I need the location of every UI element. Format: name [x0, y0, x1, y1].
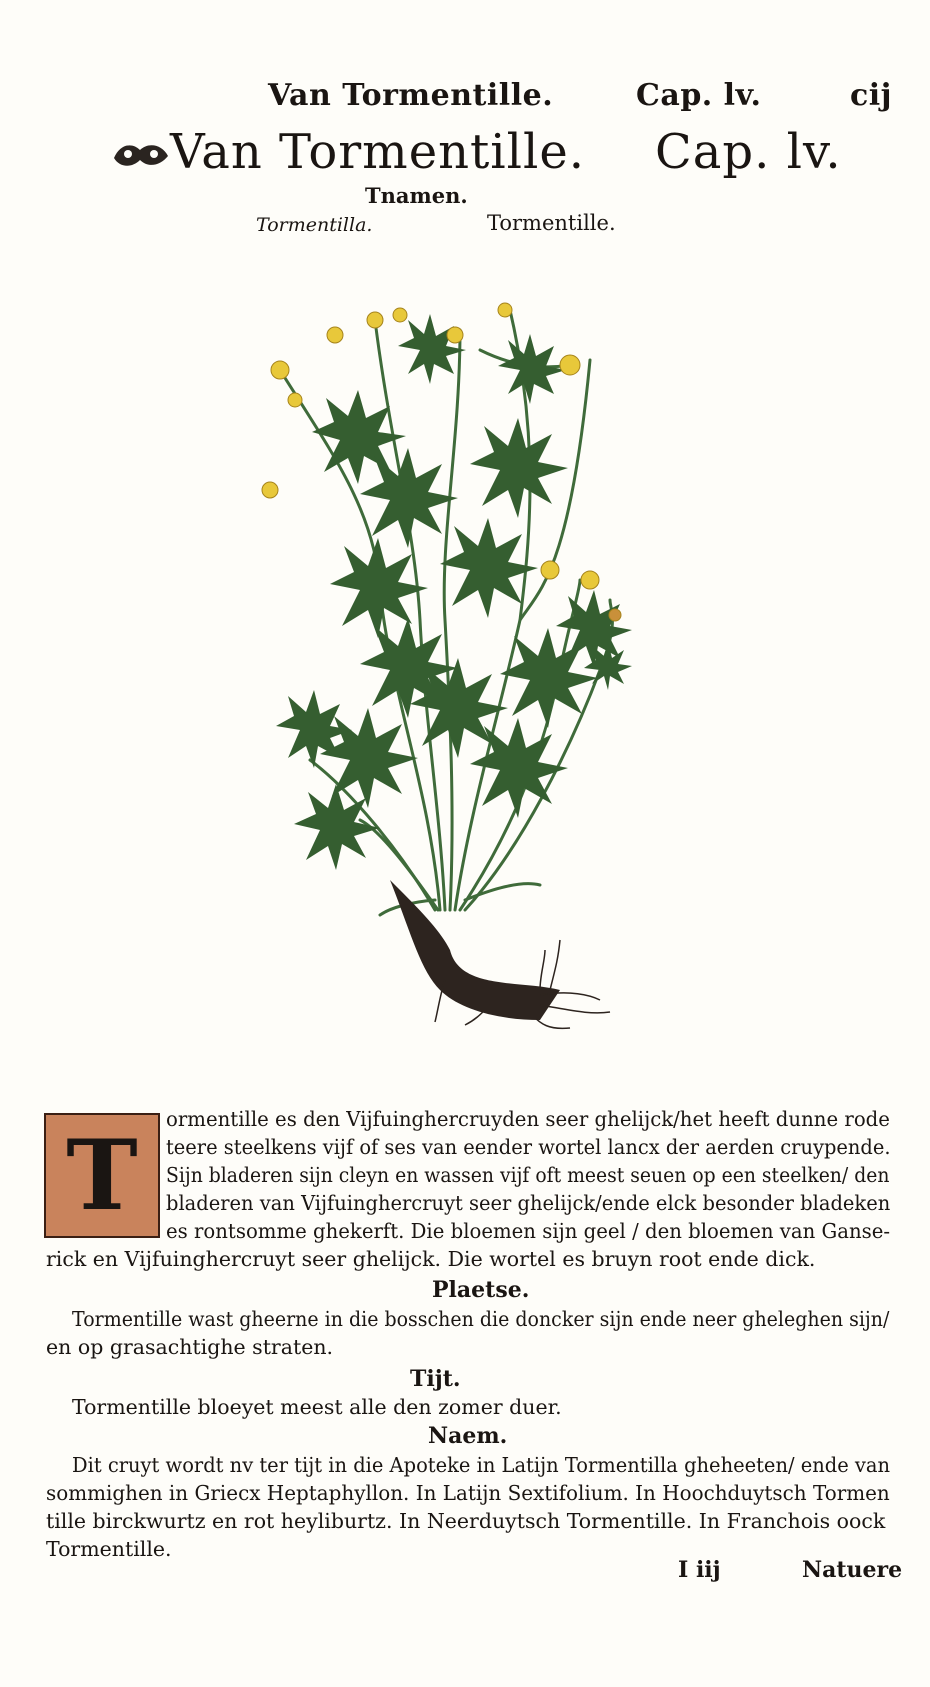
- decorated-initial: [44, 1113, 160, 1238]
- body-line: Sijn bladeren sijn cleyn en wassen vijf oft meest seuen op een steelken/ den: [166, 1163, 890, 1187]
- tormentil-plant-illustration: [240, 290, 680, 1030]
- tijt-line: Tormentille bloeyet meest alle den zomer duer.: [72, 1395, 562, 1419]
- naem-line: Dit cruyt wordt nv ter tijt in die Apoteke in Latijn Tormentilla gheheeten/ ende van: [72, 1453, 891, 1477]
- initial-letter: T: [66, 1119, 138, 1232]
- body-line: ormentille es den Vijfuinghercruyden seer ghelijck/het heeft dunne rode: [166, 1107, 890, 1131]
- naem-line: tille birckwurtz en rot heyliburtz. In Neerduytsch Tormentille. In Franchois oock: [46, 1509, 886, 1533]
- naem-line: sommighen in Griecx Heptaphyllon. In Latijn Sextifolium. In Hoochduytsch Tormen: [46, 1481, 890, 1505]
- plaetse-line: en op grasachtighe straten.: [46, 1335, 334, 1359]
- fleuron-ornament-icon: [110, 136, 172, 174]
- running-head-chapter: Cap. lv.: [636, 78, 762, 113]
- section-heading-naem: Naem.: [428, 1423, 508, 1449]
- section-heading-tijt: Tijt.: [410, 1366, 461, 1392]
- catchword: Natuere: [802, 1557, 903, 1583]
- dutch-name: Tormentille.: [487, 211, 616, 235]
- chapter-number: Cap. lv.: [655, 124, 842, 180]
- section-heading-plaetse: Plaetse.: [432, 1277, 530, 1303]
- running-head-title: Van Tormentille.: [268, 78, 554, 113]
- body-line: rick en Vijfuinghercruyt seer ghelijck. Die wortel es bruyn root ende dick.: [46, 1247, 816, 1271]
- body-line: bladeren van Vijfuinghercruyt seer ghelijck/ende elck besonder bladeken: [166, 1191, 891, 1215]
- body-line: es rontsomme ghekerft. Die bloemen sijn geel / den bloemen van Ganse-: [166, 1219, 891, 1243]
- plaetse-line: Tormentille wast gheerne in die bosschen die doncker sijn ende neer gheleghen sijn/: [72, 1307, 890, 1331]
- latin-name: Tormentilla.: [256, 214, 373, 236]
- folio-number: cij: [850, 78, 893, 113]
- body-line: teere steelkens vijf of ses van eender wortel lancx der aerden cruypende.: [166, 1135, 891, 1159]
- naem-line: Tormentille.: [46, 1537, 172, 1561]
- names-heading: Tnamen.: [365, 183, 468, 208]
- chapter-title: Van Tormentille.: [170, 124, 586, 180]
- signature-mark: I iij: [678, 1557, 721, 1583]
